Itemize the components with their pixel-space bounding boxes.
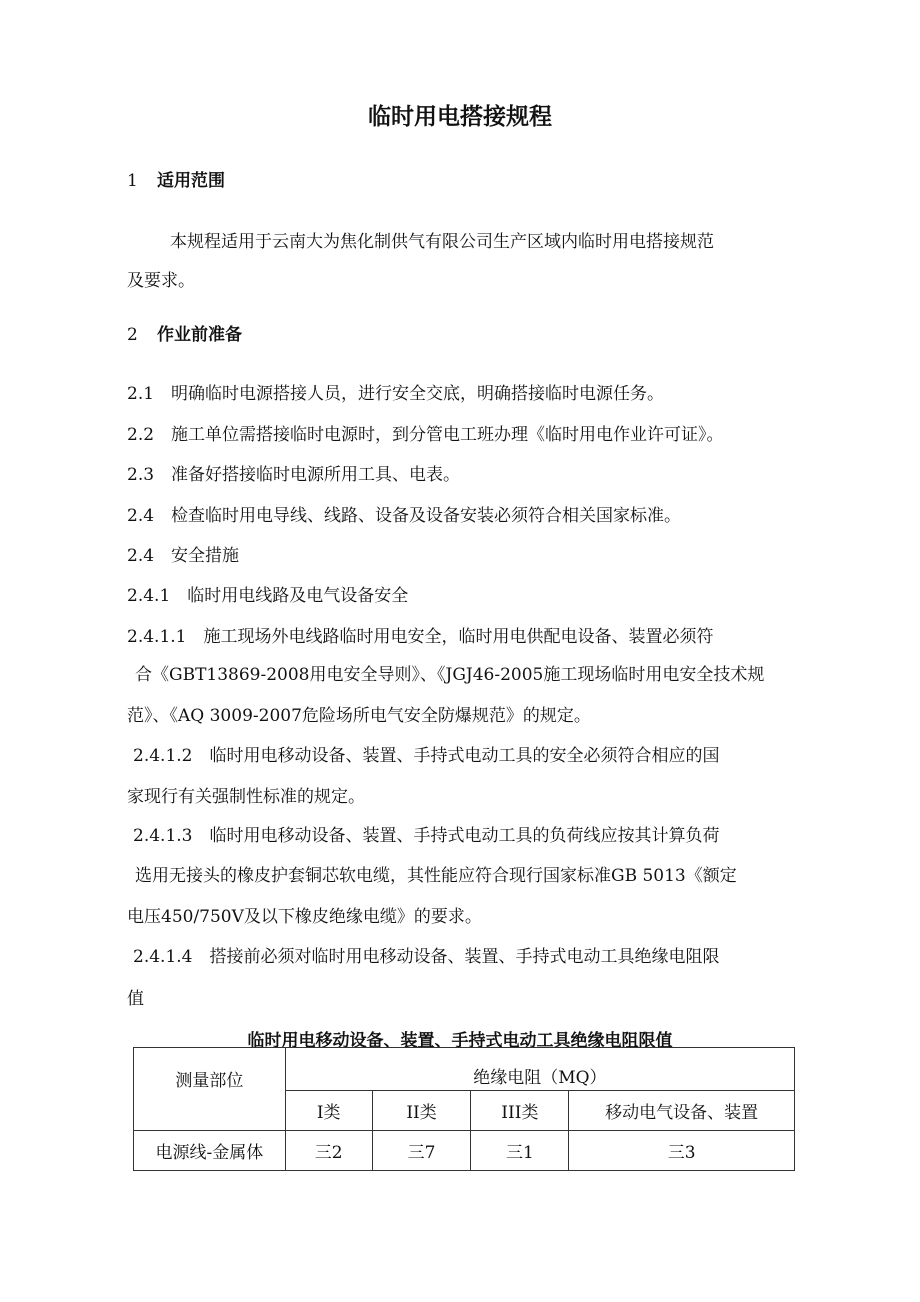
cell-part: 电源线-金属体	[134, 1131, 286, 1171]
header-class-iii: III类	[471, 1091, 569, 1131]
item-2-1: 2.1 明确临时电源搭接人员，进行安全交底，明确搭接临时电源任务。	[127, 384, 665, 404]
cell-value: 三1	[471, 1131, 569, 1171]
para-2-4-1-3-line-3: 电压450/750V及以下橡皮绝缘电缆》的要求。	[127, 907, 482, 927]
para-2-4-1-2-line-1: 2.4.1.2 临时用电移动设备、装置、手持式电动工具的安全必须符合相应的国	[133, 746, 720, 766]
table-caption: 临时用电移动设备、装置、手持式电动工具绝缘电阻限值	[247, 1031, 673, 1051]
para-2-4-1-4-line-1: 2.4.1.4 搭接前必须对临时用电移动设备、装置、手持式电动工具绝缘电阻限	[133, 947, 720, 967]
section-heading-preparation	[127, 320, 242, 345]
header-class-i: I类	[285, 1091, 372, 1131]
para-2-4-1-1-line-3: 范》、《AQ 3009-2007危险场所电气安全防爆规范》的规定。	[127, 706, 591, 726]
section-title: 适用范围	[157, 171, 225, 191]
item-2-3: 2.3 准备好搭接临时电源所用工具、电表。	[127, 465, 461, 485]
scope-line-1: 本规程适用于云南大为焦化制供气有限公司生产区域内临时用电搭接规范	[170, 232, 714, 252]
cell-value: 三3	[569, 1131, 795, 1171]
para-2-4-1-2-line-2: 家现行有关强制性标准的规定。	[127, 787, 365, 807]
cell-value: 三7	[372, 1131, 471, 1171]
document-title: 临时用电搭接规程	[368, 104, 552, 130]
para-2-4-1-4-line-2: 值	[127, 989, 144, 1009]
para-2-4-1-3-line-1: 2.4.1.3 临时用电移动设备、装置、手持式电动工具的负荷线应按其计算负荷	[133, 826, 720, 846]
para-2-4-1-1-line-1: 2.4.1.1 施工现场外电线路临时用电安全，临时用电供配电设备、装置必须符	[127, 627, 714, 647]
scope-line-2: 及要求。	[127, 271, 195, 291]
insulation-resistance-table	[133, 1047, 795, 1171]
item-2-4-1: 2.4.1 临时用电线路及电气设备安全	[127, 586, 409, 606]
section-title: 作业前准备	[157, 325, 242, 345]
cell-value: 三2	[285, 1131, 372, 1171]
item-2-2: 2.2 施工单位需搭接临时电源时，到分管电工班办理《临时用电作业许可证》。	[127, 425, 724, 445]
section-heading-scope	[127, 166, 225, 191]
table-row	[134, 1131, 795, 1171]
header-class-ii: II类	[372, 1091, 471, 1131]
para-2-4-1-3-line-2: 选用无接头的橡皮护套铜芯软电缆，其性能应符合现行国家标准GB 5013《额定	[135, 866, 737, 886]
header-insulation-resistance: 绝缘电阻（MQ）	[285, 1048, 794, 1091]
header-measure-part: 测量部位	[134, 1048, 286, 1131]
section-number: 2	[127, 325, 138, 345]
header-mobile-equipment: 移动电气设备、装置	[569, 1091, 795, 1131]
item-2-4: 2.4 检查临时用电导线、线路、设备及设备安装必须符合相关国家标准。	[127, 506, 682, 526]
item-2-4-safety: 2.4 安全措施	[127, 546, 240, 566]
section-number: 1	[127, 171, 138, 191]
para-2-4-1-1-line-2: 合《GBT13869-2008用电安全导则》、《JGJ46-2005施工现场临时用电安全技术规	[135, 665, 765, 685]
